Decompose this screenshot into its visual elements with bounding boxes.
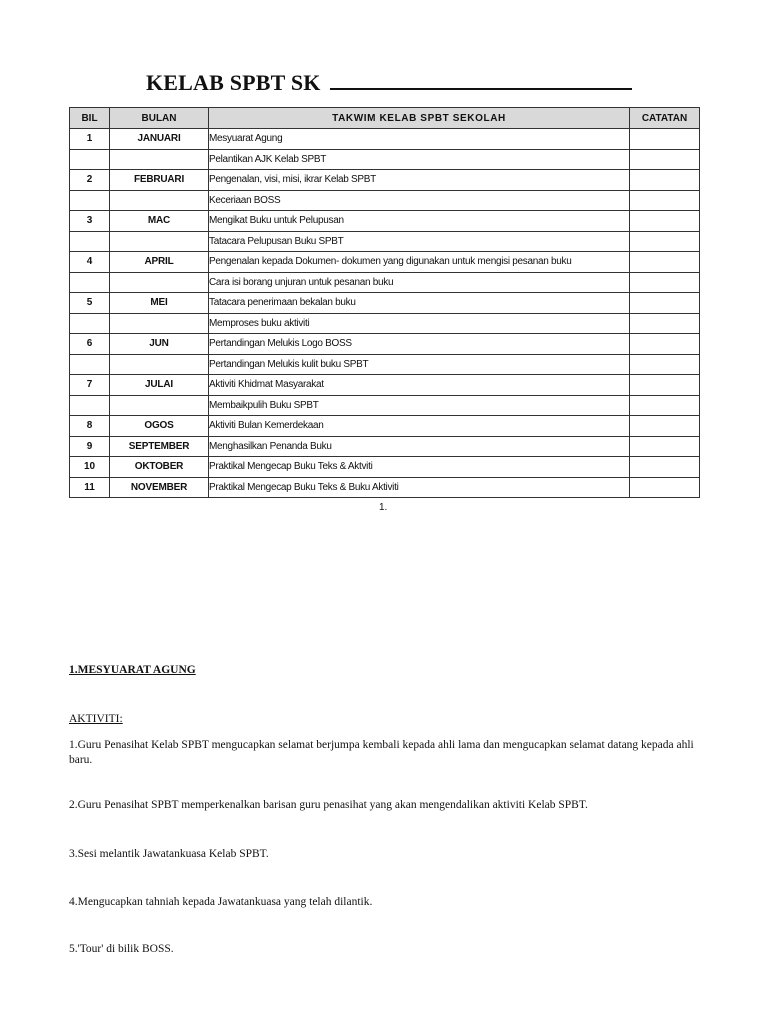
table-row [70,313,700,334]
aktiviti-cell: Mesyuarat Agung [209,129,630,150]
bil-cell: 9 [70,436,110,457]
catatan-cell [630,436,700,457]
catatan-cell [630,149,700,170]
bulan-cell: FEBRUARI [110,170,209,191]
aktiviti-cell: Aktiviti Khidmat Masyarakat [209,375,630,396]
bulan-cell: MAC [110,211,209,232]
bulan-cell [110,231,209,252]
table-row [70,477,700,498]
bil-cell: 11 [70,477,110,498]
aktiviti-cell: Mengikat Buku untuk Pelupusan [209,211,630,232]
aktiviti-cell: Pertandingan Melukis Logo BOSS [209,334,630,355]
table-row [70,149,700,170]
bulan-cell [110,313,209,334]
table-row [70,334,700,355]
bulan-cell: SEPTEMBER [110,436,209,457]
bil-cell [70,190,110,211]
bulan-cell: JULAI [110,375,209,396]
catatan-cell [630,170,700,191]
catatan-cell [630,293,700,314]
table-row [70,375,700,396]
bulan-cell [110,190,209,211]
title-text: KELAB SPBT SK [146,70,327,95]
catatan-cell [630,272,700,293]
document-title [146,70,632,96]
table-row [70,457,700,478]
aktiviti-cell: Pengenalan kepada Dokumen- dokumen yang digunakan untuk mengisi pesanan buku [209,252,630,273]
page-number: 1. [379,502,388,513]
table-body [70,129,700,498]
table-row [70,252,700,273]
bil-cell [70,231,110,252]
bil-cell: 2 [70,170,110,191]
bulan-cell: OKTOBER [110,457,209,478]
bil-cell: 1 [70,129,110,150]
bil-cell: 5 [70,293,110,314]
bulan-cell [110,272,209,293]
catatan-cell [630,375,700,396]
aktiviti-item: 5.'Tour' di bilik BOSS. [69,943,174,955]
bil-cell [70,149,110,170]
aktiviti-cell: Keceriaan BOSS [209,190,630,211]
bulan-cell [110,354,209,375]
bulan-cell [110,395,209,416]
header-bulan: BULAN [110,108,209,129]
aktiviti-label: AKTIVITI: [69,713,123,725]
bil-cell: 4 [70,252,110,273]
bulan-cell: APRIL [110,252,209,273]
bil-cell: 10 [70,457,110,478]
bil-cell: 7 [70,375,110,396]
takwim-table [69,107,700,498]
header-bil: BIL [70,108,110,129]
aktiviti-cell: Menghasilkan Penanda Buku [209,436,630,457]
bulan-cell: JANUARI [110,129,209,150]
title-blank-line [330,70,632,90]
aktiviti-item: 1.Guru Penasihat Kelab SPBT mengucapkan selamat berjumpa kembali kepada ahli lama dan mengucapkan selamat datang kepada ahli baru. [69,739,694,766]
table-row [70,129,700,150]
table-row [70,211,700,232]
catatan-cell [630,190,700,211]
table-row [70,293,700,314]
catatan-cell [630,334,700,355]
header-catatan: CATATAN [630,108,700,129]
aktiviti-cell: Aktiviti Bulan Kemerdekaan [209,416,630,437]
aktiviti-cell: Tatacara Pelupusan Buku SPBT [209,231,630,252]
table-row [70,395,700,416]
aktiviti-cell: Pertandingan Melukis kulit buku SPBT [209,354,630,375]
table-row [70,272,700,293]
aktiviti-item: 3.Sesi melantik Jawatankuasa Kelab SPBT. [69,848,269,860]
aktiviti-cell: Praktikal Mengecap Buku Teks & Buku Aktiviti [209,477,630,498]
catatan-cell [630,313,700,334]
catatan-cell [630,457,700,478]
bulan-cell: OGOS [110,416,209,437]
header-takwim: TAKWIM KELAB SPBT SEKOLAH [209,108,630,129]
bulan-cell [110,149,209,170]
aktiviti-cell: Membaikpulih Buku SPBT [209,395,630,416]
bulan-cell: JUN [110,334,209,355]
table-row [70,190,700,211]
catatan-cell [630,211,700,232]
catatan-cell [630,354,700,375]
bulan-cell: NOVEMBER [110,477,209,498]
bil-cell [70,354,110,375]
aktiviti-cell: Praktikal Mengecap Buku Teks & Aktviti [209,457,630,478]
table-row [70,170,700,191]
table-header-row [70,108,700,129]
bil-cell: 8 [70,416,110,437]
table-row [70,416,700,437]
bil-cell [70,272,110,293]
aktiviti-cell: Pengenalan, visi, misi, ikrar Kelab SPBT [209,170,630,191]
catatan-cell [630,395,700,416]
aktiviti-cell: Pelantikan AJK Kelab SPBT [209,149,630,170]
catatan-cell [630,477,700,498]
aktiviti-cell: Memproses buku aktiviti [209,313,630,334]
table-row [70,436,700,457]
catatan-cell [630,129,700,150]
catatan-cell [630,231,700,252]
bulan-cell: MEI [110,293,209,314]
catatan-cell [630,416,700,437]
bil-cell [70,313,110,334]
aktiviti-item: 4.Mengucapkan tahniah kepada Jawatankuasa yang telah dilantik. [69,896,373,908]
section-heading: 1.MESYUARAT AGUNG [69,664,196,676]
aktiviti-cell: Tatacara penerimaan bekalan buku [209,293,630,314]
catatan-cell [630,252,700,273]
bil-cell [70,395,110,416]
table-row [70,354,700,375]
bil-cell: 6 [70,334,110,355]
aktiviti-cell: Cara isi borang unjuran untuk pesanan buku [209,272,630,293]
table-row [70,231,700,252]
aktiviti-item: 2.Guru Penasihat SPBT memperkenalkan barisan guru penasihat yang akan mengendalikan aktiviti Kelab SPBT. [69,799,588,811]
bil-cell: 3 [70,211,110,232]
